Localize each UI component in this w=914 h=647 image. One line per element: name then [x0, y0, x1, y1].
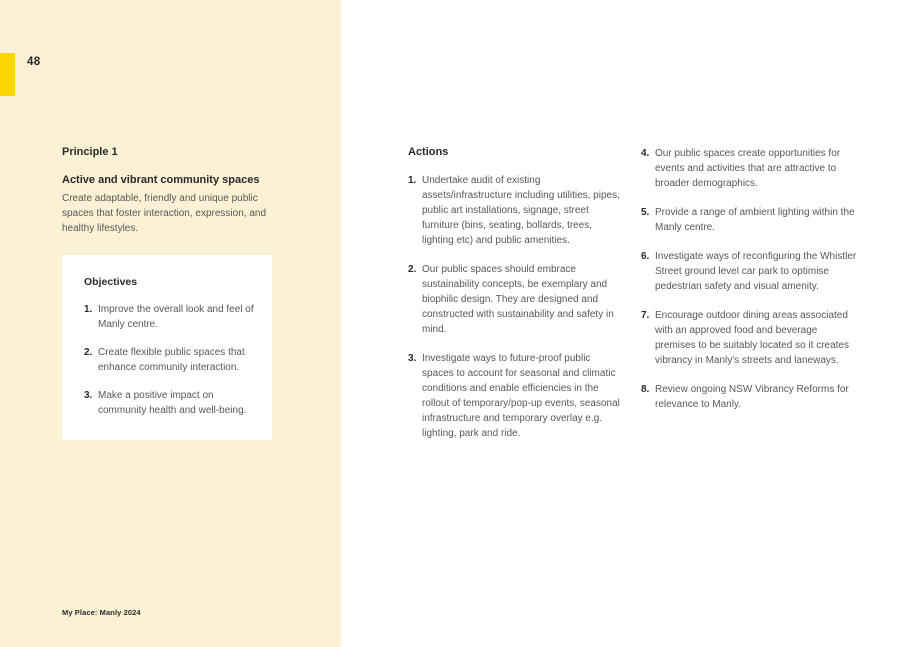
objective-item — [84, 302, 256, 332]
action-number: 2. — [408, 264, 417, 275]
action-number: 6. — [641, 251, 650, 262]
page-number: 48 — [27, 56, 41, 68]
objective-number: 1. — [84, 304, 93, 315]
objective-item — [84, 345, 256, 375]
action-text: Undertake audit of existing assets/infrastructure including utilities, pipes, public art installations, signage, street furniture (bins, seating, bollards, trees, lighting etc) and public amenities. — [422, 175, 620, 246]
objectives-heading: Objectives — [84, 276, 138, 288]
action-number: 5. — [641, 207, 650, 218]
action-text: Review ongoing NSW Vibrancy Reforms for relevance to Manly. — [655, 384, 849, 410]
action-number: 4. — [641, 148, 650, 159]
actions-heading: Actions — [408, 146, 449, 158]
footer-document-title: My Place: Manly 2024 — [62, 608, 141, 617]
action-item — [408, 351, 624, 441]
objective-number: 3. — [84, 390, 93, 401]
principle-label: Principle 1 — [62, 146, 118, 158]
action-text: Our public spaces create opportunities for events and activities that are attractive to broader demographics. — [655, 148, 841, 189]
principle-title: Active and vibrant community spaces — [62, 174, 260, 186]
objective-item — [84, 388, 256, 418]
action-text: Provide a range of ambient lighting within the Manly centre. — [655, 207, 855, 233]
action-item — [641, 249, 857, 294]
action-text: Investigate ways to future-proof public spaces to account for seasonal and climatic conditions and enable efficiencies in the rollout of temporary/pop-up events, seasonal infrastructure and temporary overlay e.g. lighting, park and ride. — [422, 353, 620, 439]
actions-column-1 — [408, 146, 624, 455]
action-item — [641, 205, 857, 235]
action-number: 1. — [408, 175, 417, 186]
objective-text: Make a positive impact on community health and well-being. — [98, 390, 247, 416]
action-number: 3. — [408, 353, 417, 364]
action-text: Investigate ways of reconfiguring the Whistler Street ground level car park to optimise pedestrian safety and visual amenity. — [655, 251, 857, 292]
left-cream-panel — [0, 0, 341, 647]
action-item — [641, 146, 857, 191]
principle-description: Create adaptable, friendly and unique public spaces that foster interaction, expression, and healthy lifestyles. — [62, 193, 267, 234]
objective-number: 2. — [84, 347, 93, 358]
actions-column-2 — [641, 146, 857, 426]
objective-text: Improve the overall look and feel of Manly centre. — [98, 304, 254, 330]
action-item — [641, 308, 857, 368]
page-number-tab — [0, 53, 15, 96]
action-number: 8. — [641, 384, 650, 395]
principle-block — [62, 146, 284, 236]
action-text: Our public spaces should embrace sustainability concepts, be exemplary and biophilic design. They are designed and constructed with sustainability and safety in mind. — [422, 264, 614, 335]
objectives-card — [62, 255, 272, 440]
action-text: Encourage outdoor dining areas associated with an approved food and beverage premises to be suitably located so it creates vibrancy in Manly's streets and laneways. — [655, 310, 849, 366]
action-item — [408, 173, 624, 248]
action-item — [408, 262, 624, 337]
action-number: 7. — [641, 310, 650, 321]
objective-text: Create flexible public spaces that enhance community interaction. — [98, 347, 245, 373]
action-item — [641, 382, 857, 412]
